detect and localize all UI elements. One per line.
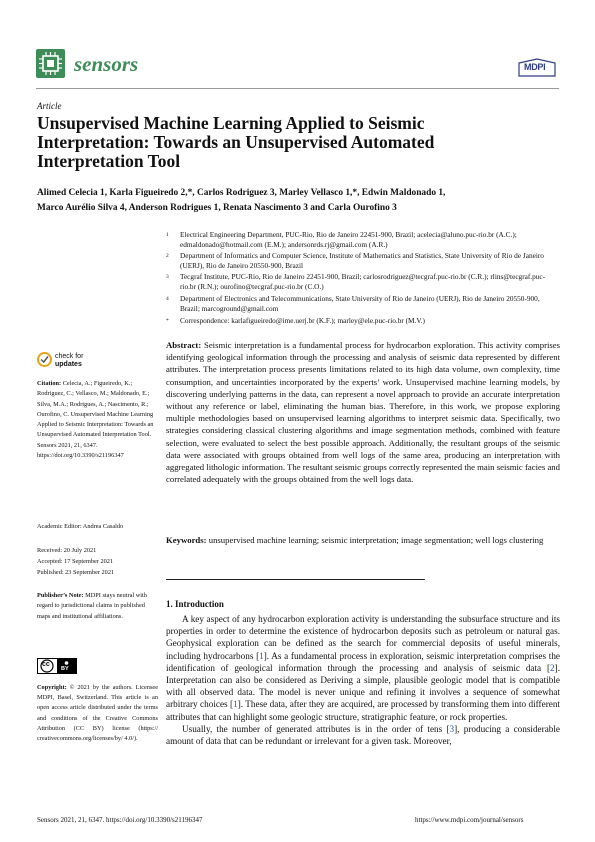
reference-link[interactable]: 3 bbox=[449, 723, 455, 734]
intro-paragraph-1: A key aspect of any hydrocarbon exploration activity is understanding the subsurface structure and its properties in order to determine the existence of hydrocarbon deposits such as petroleum or natural gas. Geophysical exploration can be defined as the search for commercial deposits of useful minerals, including hydrocarbons [1]. As a fundamental process in exploration, seismic interpretation comprises the identification of geological information through the processing and analysis of seismic data [2]. Interpretation can also be considered as Deriving a simple, plausible geologic model that is compatible with all observed data. The model is never unique and refining it involves a sequence of somewhat arbitrary choices [1]. These data, after they are acquired, are processed by transforming them into different attributes that can highlight some geologic structure, stratigraphic feature, or rock properties. bbox=[166, 614, 560, 722]
abstract-label: Abstract: bbox=[166, 340, 202, 350]
correspondence: * Correspondence: karlafigueiredo@ime.uerj.br (K.F.); marley@ele.puc-rio.br (M.V.) bbox=[166, 316, 425, 325]
journal-name: sensors bbox=[74, 52, 139, 76]
author-list bbox=[37, 186, 559, 215]
affiliation-3: 3 Tecgraf Institute, PUC-Rio, Rio de Janeiro 22451-900, Brazil; carlosrodriguez@tecgraf.puc-rio.br (C.R.); rlins@tecgraf.puc-rio.br (R.N.); ourofino@tecgraf.puc-rio.br (C.O.) bbox=[166, 272, 546, 292]
date-accepted: Accepted: 17 September 2021 bbox=[37, 558, 114, 565]
abstract-text: Seismic interpretation is a fundamental process for hydrocarbon exploration. This activity comprises identifying geological information through the processing and analysis of seismic data represented by different attributes. The interpretation process presents limitations related to its high data volume, own complexity, time consumption, and uncertainties incorporated by the experts’ work. Unsupervised machine learning models, by discovering underlying patterns in the data, can represent a novel approach to provide an accurate interpretation without any reference or label, eliminating the human bias. Therefore, in this work, we propose exploring multiple methodologies based on unsupervised learning algorithms to interpret seismic data. Specifically, two strategies considering classical clustering algorithms and image segmentation methods, combined with feature selection, were evaluated to select the best possible approach. Additionally, the resultant groups of the seismic data were associated with groups obtained from well logs of the same area, producing an interpretation with aggregated lithologic information. The resultant seismic groups correctly represented the main seismic facies and correlated adequately with the groups obtained from the well logs data. bbox=[166, 340, 560, 485]
affiliation-1: 1 Electrical Engineering Department, PUC-Rio, Rio de Janeiro 22451-900, Brazil; acelecia@aluno.puc-rio.br (A.C.); edmaldonado@hotmail.com (E.M.); andersonrds.rj@gmail.com (A.R.) bbox=[166, 230, 517, 250]
cc-label: cc bbox=[42, 661, 50, 668]
copyright-label: Copyright: bbox=[37, 684, 67, 691]
reference-link[interactable]: 2 bbox=[550, 662, 555, 673]
affiliation-4: 4 Department of Electronics and Telecommunications, State University of Rio de Janeiro (UERJ), Rio de Janeiro 20550-900, Brazil; marcoground@gmail.com bbox=[166, 294, 540, 314]
article-type: Article bbox=[37, 101, 62, 111]
authors-line-1: Alimed Celecia 1, Karla Figueiredo 2,*, Carlos Rodriguez 3, Marley Vellasco 1,*, Edwin Maldonado 1, bbox=[37, 188, 446, 198]
keywords-text: unsupervised machine learning; seismic interpretation; image segmentation; well logs clustering bbox=[208, 535, 544, 545]
article-title: Unsupervised Machine Learning Applied to Seismic Interpretation: Towards an Unsupervised Automated Interpretation Tool bbox=[37, 113, 435, 171]
publisher-note-text: MDPI stays neutral with regard to jurisdictional claims in published maps and institutional affiliations. bbox=[37, 592, 147, 620]
abstract bbox=[166, 339, 560, 485]
keywords-label: Keywords: bbox=[166, 535, 207, 545]
citation-label: Citation: bbox=[37, 380, 62, 387]
keywords bbox=[166, 534, 560, 546]
authors-line-2: Marco Aurélio Silva 4, Anderson Rodrigues 1, Renata Nascimento 3 and Carla Ourofino 3 bbox=[37, 202, 397, 213]
affiliation-2: 2 Department of Informatics and Computer Science, Institute of Mathematics and Statistics, State University of Rio de Janeiro (UERJ), Rio de Janeiro 20550-900, Brazil bbox=[166, 251, 544, 271]
citation-text: Celecia, A.; Figueiredo, K.; Rodriguez, C.; Vellasco, M.; Maldonado, E.; Silva, M.A.; Rodrigues, A.; Nascimento, R.; Ourofino, C. Unsupervised Machine Learning Applied to Seismic Interpretation: Towards an Unsupervised Automated Interpretation Tool. Sensors 2021, 21, 6347. https://doi.org/10.3390/s21196347 bbox=[37, 380, 154, 460]
footer-citation: Sensors 2021, 21, 6347. https://doi.org/10.3390/s21196347 bbox=[37, 816, 203, 824]
citation-block bbox=[37, 379, 157, 461]
cc-by-license-icon[interactable] bbox=[37, 658, 77, 674]
check-for-updates-icon[interactable] bbox=[37, 352, 52, 367]
journal-logo-icon bbox=[36, 49, 65, 78]
copyright-text: © 2021 by the authors. Licensee MDPI, Basel, Switzerland. This article is an open access article distributed under the terms and conditions of the Creative Commons Attribution (CC BY) license (https:// creativecommons.org/licenses/by/ 4.0/). bbox=[37, 684, 158, 743]
check-updates-line1: check for bbox=[55, 353, 84, 360]
copyright-block bbox=[37, 683, 158, 744]
header-divider bbox=[36, 88, 559, 89]
date-received: Received: 20 July 2021 bbox=[37, 547, 97, 554]
reference-link[interactable]: 1 bbox=[233, 699, 238, 710]
section-divider bbox=[166, 579, 425, 580]
cc-by-label: BY bbox=[61, 666, 69, 672]
publisher-note bbox=[37, 591, 157, 622]
check-for-updates-link[interactable] bbox=[55, 353, 83, 369]
intro-paragraph-2: Usually, the number of generated attributes is in the order of tens [3], producing a considerable amount of data that can be redundant or irrelevant for a given task. Moreover, bbox=[166, 723, 560, 747]
section-heading-introduction: 1. Introduction bbox=[166, 599, 224, 609]
check-updates-line2: updates bbox=[55, 361, 82, 368]
publisher-name: MDPI bbox=[524, 62, 546, 72]
introduction-body bbox=[166, 613, 560, 747]
reference-link[interactable]: 1 bbox=[259, 650, 264, 661]
academic-editor: Academic Editor: Andrea Casaldo bbox=[37, 523, 124, 530]
date-published: Published: 23 September 2021 bbox=[37, 569, 115, 576]
footer-journal-url[interactable]: https://www.mdpi.com/journal/sensors bbox=[415, 816, 524, 824]
publisher-note-label: Publisher’s Note: bbox=[37, 592, 84, 599]
